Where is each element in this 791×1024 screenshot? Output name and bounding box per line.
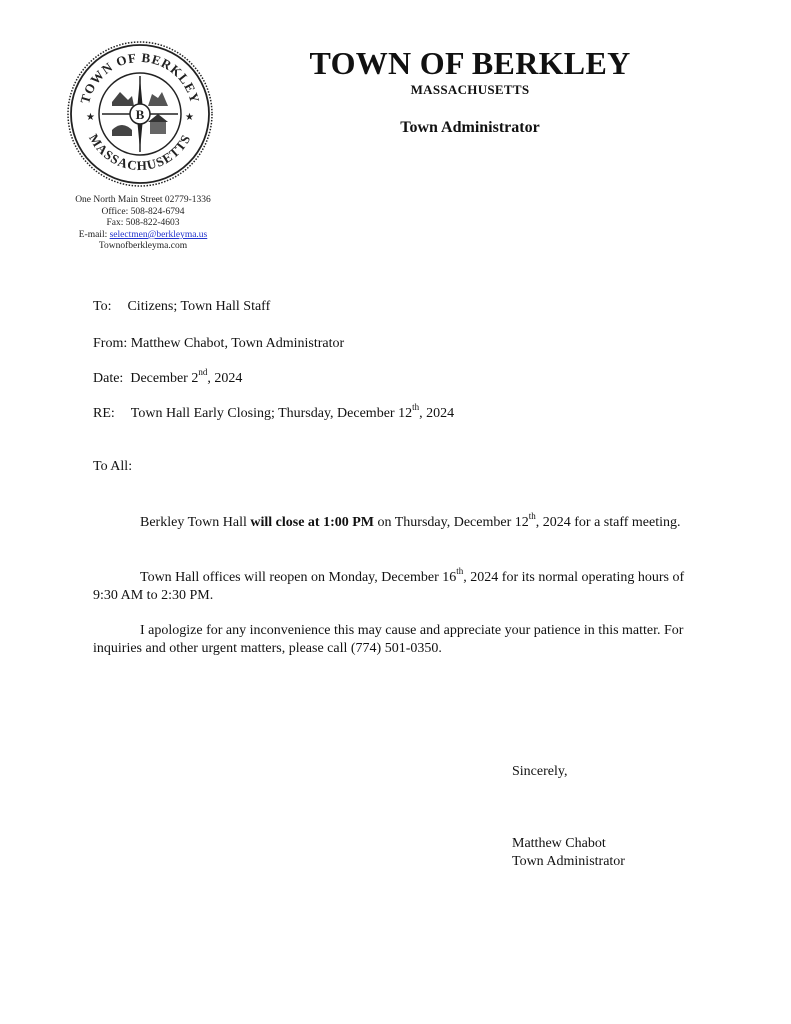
signer-name: Matthew Chabot — [512, 836, 606, 851]
email-line — [58, 230, 228, 242]
svg-text:B: B — [135, 107, 145, 122]
memo-re — [93, 402, 455, 422]
to-value: Citizens; Town Hall Staff — [127, 299, 271, 314]
memo-from — [93, 336, 344, 352]
office-phone: Office: 508-824-6794 — [101, 206, 185, 217]
office-title: Town Administrator — [400, 119, 540, 136]
svg-text:★: ★ — [185, 112, 194, 123]
town-seal-logo — [66, 40, 214, 188]
town-title: TOWN OF BERKLEY — [309, 45, 631, 81]
svg-text:★: ★ — [86, 112, 95, 123]
contact-info — [58, 195, 228, 253]
email-label: E-mail: — [78, 229, 110, 240]
memo-date — [93, 367, 243, 387]
closing: Sincerely, — [512, 764, 568, 779]
re-value: Town Hall Early Closing; Thursday, December 12th, 2024 — [130, 402, 455, 421]
re-label: RE: — [93, 406, 115, 421]
to-label: To: — [93, 299, 112, 314]
paragraph-apology: I apologize for any inconvenience this may cause and appreciate your patience in this matter. For inquiries and other urgent matters, please call (774) 501-0350. — [93, 623, 684, 656]
address: One North Main Street 02779-1336 — [75, 195, 211, 205]
from-value: Matthew Chabot, Town Administrator — [130, 336, 345, 351]
from-label: From: — [93, 336, 128, 351]
paragraph-reopen-notice: Town Hall offices will reopen on Monday, December 16th, 2024 for its normal operating hours of 9:30 AM to 2:30 PM. — [93, 566, 685, 603]
memo-to — [93, 299, 270, 315]
salutation: To All: — [93, 459, 133, 474]
signer-title: Town Administrator — [512, 854, 625, 869]
svg-text:TOWN OF BERKLEY: TOWN OF BERKLEY — [77, 49, 203, 106]
svg-text:MASSACHUSETTS: MASSACHUSETTS — [86, 131, 194, 174]
date-value: December 2nd, 2024 — [130, 367, 243, 386]
email-link[interactable]: selectmen@berkleyma.us — [109, 229, 208, 240]
date-label: Date: — [93, 371, 124, 386]
state-name: MASSACHUSETTS — [410, 82, 530, 97]
fax-number: Fax: 508-822-4603 — [106, 218, 180, 229]
paragraph-closing-notice: Berkley Town Hall will close at 1:00 PM on Thursday, December 12th, 2024 for a staff meeting. — [140, 511, 681, 530]
website: Townofberkleyma.com — [98, 241, 188, 252]
